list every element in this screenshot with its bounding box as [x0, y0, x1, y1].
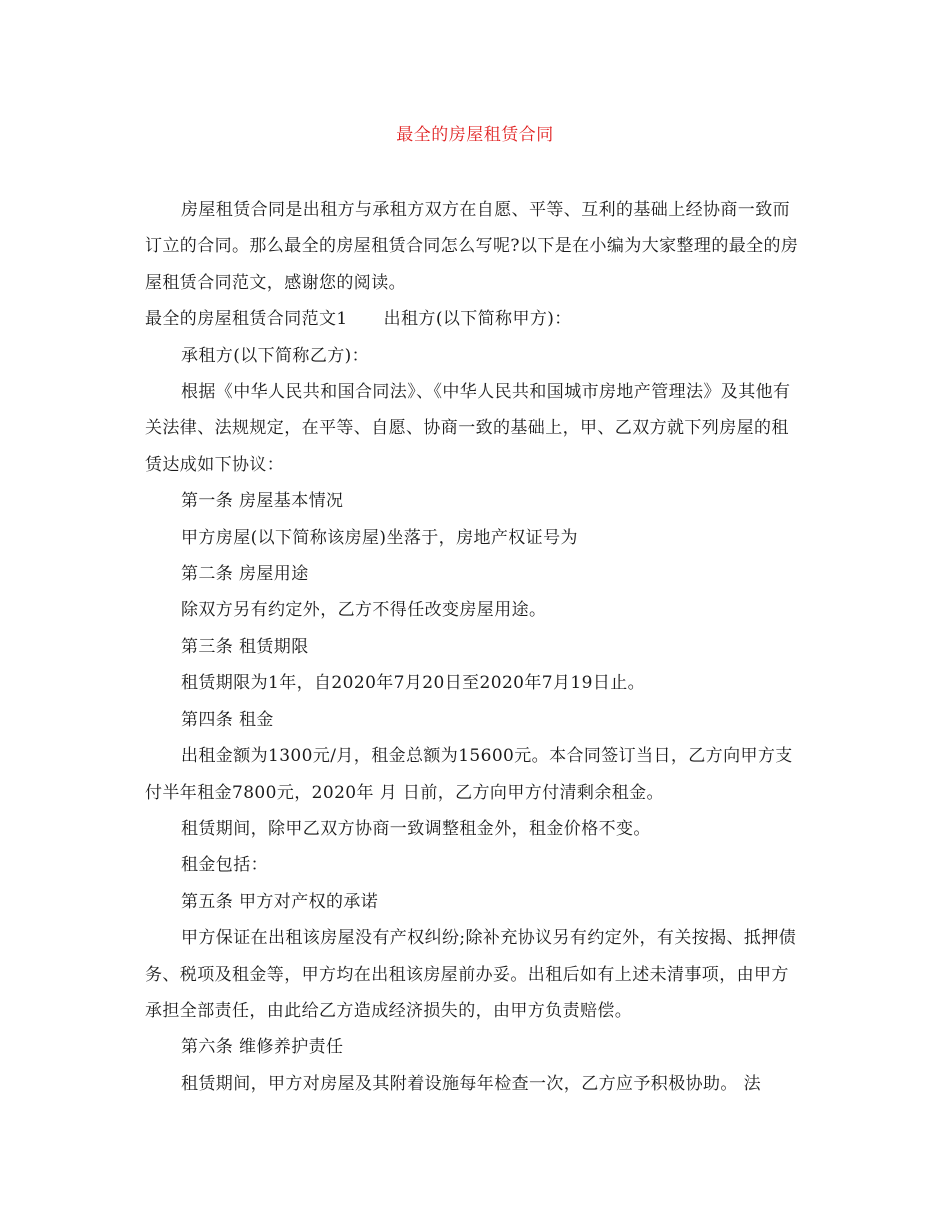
article-5-heading: 第五条 甲方对产权的承诺: [181, 891, 379, 912]
article-4-rent-note: 租赁期间，除甲乙双方协商一致调整租金外，租金价格不变。: [181, 818, 651, 839]
legal-basis-paragraph: 根据《中华人民共和国合同法》、《中华人民共和国城市房地产管理法》及其他有关法律、法规规定，在平等、自愿、协商一致的基础上，甲、乙双方就下列房屋的租赁达成如下协议：: [145, 382, 791, 475]
article-5-text: 甲方保证在出租该房屋没有产权纠纷;除补充协议另有约定外，有关按揭、抵押债务、税项及租金等，甲方均在出租该房屋前办妥。出租后如有上述未清事项，由甲方承担全部责任，由此给乙方造成经济损失的，由甲方负责赔偿。: [145, 928, 797, 1021]
document-body: [145, 192, 805, 1102]
article-4-heading: 第四条 租金: [181, 709, 274, 730]
article-4-rent-includes: 租金包括：: [181, 855, 268, 876]
article-3-text: 租赁期限为1年，自2020年7月20日至2020年7月19日止。: [181, 673, 646, 694]
article-2-heading: 第二条 房屋用途: [181, 564, 309, 585]
article-1-text: 甲方房屋(以下简称该房屋)坐落于，房地产权证号为: [181, 527, 578, 548]
article-3-heading: 第三条 租赁期限: [181, 636, 309, 657]
intro-paragraph: 房屋租赁合同是出租方与承租方双方在自愿、平等、互利的基础上经协商一致而订立的合同。那么最全的房屋租赁合同怎么写呢?以下是在小编为大家整理的最全的房屋租赁合同范文，感谢您的阅读。: [145, 200, 799, 293]
lessor-label: 出租方(以下简称甲方)：: [383, 309, 572, 330]
article-4-text: 出租金额为1300元/月，租金总额为15600元。本合同签订当日，乙方向甲方支付半年租金7800元，2020年 月 日前，乙方向甲方付清剩余租金。: [145, 746, 793, 803]
article-6-text: 租赁期间，甲方对房屋及其附着设施每年检查一次，乙方应予积极协助。 法: [181, 1073, 762, 1094]
article-6-heading: 第六条 维修养护责任: [181, 1037, 344, 1058]
document-title: 最全的房屋租赁合同: [396, 125, 554, 145]
sample-title: 最全的房屋租赁合同范文1: [145, 309, 348, 330]
lessee-label: 承租方(以下简称乙方)：: [181, 345, 370, 366]
sample-heading-line: [145, 301, 805, 337]
article-2-text: 除双方另有约定外，乙方不得任改变房屋用途。: [181, 600, 547, 621]
article-1-heading: 第一条 房屋基本情况: [181, 491, 344, 512]
